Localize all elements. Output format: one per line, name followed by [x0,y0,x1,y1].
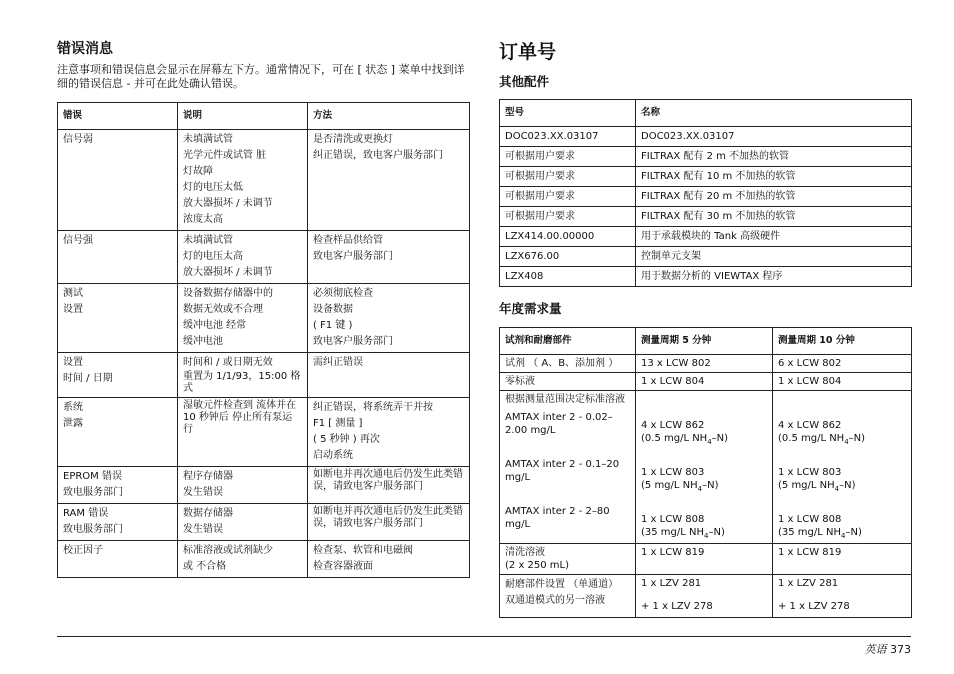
table-row [58,284,470,353]
subscript: 4 [707,438,712,446]
standard-qty: 1 x LCW 803 [641,467,705,478]
order-numbers-heading: 订单号 [499,41,557,63]
error-cell [58,284,178,353]
cell-line: 必须彻底检查 [313,288,373,299]
cell-line: 程序存储器 [183,471,233,482]
wear-parts-name [500,575,636,618]
table-row [500,391,912,544]
standard-conc: (0.5 mg/L NH [778,433,845,444]
standard-conc: (35 mg/L NH [778,527,842,538]
reagent-cycle-5: 13 x LCW 802 [636,355,773,373]
cell-line: 缓冲电池 经常 [183,320,247,331]
wear-parts-label: 耐磨部件设置 （单通道） [505,579,619,590]
description-cell [178,398,308,467]
cell-line: 发生错误 [183,524,223,535]
table-row [500,187,912,207]
table-row [500,355,912,373]
standard-range: AMTAX inter 2 - 2–80 mg/L [505,506,610,530]
error-messages-heading: 错误消息 [57,41,113,57]
standard-item [641,466,767,511]
annual-demand-heading: 年度需求量 [499,301,562,316]
cell-line: 如断电并再次通电后仍发生此类错误，请致电客户服务部门 [313,506,463,529]
annual-demand-table-header [500,328,912,355]
standard-unit: –N) [848,433,866,444]
subscript: 4 [697,485,703,493]
cell-line: 致电客户服务部门 [313,336,393,347]
reagent-name: 试剂 （ A、B、添加剂 ） [500,355,636,373]
description-cell [178,284,308,353]
cell-line: 浓度太高 [183,214,223,225]
cell-line: 检查容器液面 [313,561,373,572]
cell-line: 致电客户服务部门 [313,251,393,262]
cell-line: 纠正错误，将系统弄干并按 [313,402,433,413]
standard-qty: 1 x LCW 803 [778,467,842,478]
cell-line: 致电服务部门 [63,487,123,498]
zero-standard-cycle-10: 1 x LCW 804 [773,373,912,391]
standard-item [641,419,767,464]
cell-line: 灯故障 [183,166,213,177]
standard-qty: 4 x LCW 862 [778,420,842,431]
model-cell: LZX414.00.00000 [500,227,636,247]
cell-line: 致电服务部门 [63,524,123,535]
name-cell: FILTRAX 配有 2 m 不加热的软管 [636,147,912,167]
error-cell [58,541,178,578]
col-header-method: 方法 [308,103,470,130]
cell-line: 是否清洗或更换灯 [313,134,393,145]
model-cell: LZX408 [500,267,636,287]
cell-line: 校正因子 [63,545,103,556]
error-table [57,102,470,578]
cell-line: 放大器损坏 / 未调节 [183,267,273,278]
table-row [500,267,912,287]
wear-parts-qty: 1 x LZV 281 [778,578,839,589]
error-messages-section [57,38,469,578]
cell-line: 光学元件或试管 脏 [183,150,267,161]
cell-line: 数据无效或不合理 [183,304,263,315]
col-header-cycle-10: 测量周期 10 分钟 [773,328,912,355]
standards-cycle-10-cell [773,391,912,544]
wear-parts-dual: 双通道模式的另一溶液 [505,595,605,606]
standard-conc: (0.5 mg/L NH [641,433,708,444]
table-row [58,231,470,284]
name-cell: 用于数据分析的 VIEWTAX 程序 [636,267,912,287]
footer-language: 英语 [864,643,887,656]
zero-standard-name: 零标液 [500,373,636,391]
reagent-cycle-10: 6 x LCW 802 [773,355,912,373]
col-header-parts: 试剂和耐磨部件 [500,328,636,355]
error-cell [58,130,178,231]
cleaning-solution-label: 清洗溶液 [505,547,545,558]
method-cell [308,353,470,398]
cell-line: 或 不合格 [183,561,227,572]
model-cell: LZX676.00 [500,247,636,267]
page-footer [865,641,912,657]
annual-demand-table [499,327,912,618]
cell-line: 设置 [63,304,83,315]
cleaning-solution-cycle-10: 1 x LCW 819 [773,544,912,575]
table-row [500,167,912,187]
standard-unit: –N) [708,527,725,538]
cleaning-solution-name [500,544,636,575]
table-row [58,130,470,231]
error-messages-intro: 注意事项和错误信息会显示在屏幕左下方。通常情况下，可在 [ 状态 ] 菜单中找到详细的错误信息 - 并可在此处确认错误。 [57,63,465,90]
cell-line: 时间 / 日期 [63,373,113,384]
standard-unit: –N) [711,433,729,444]
name-cell: FILTRAX 配有 30 m 不加热的软管 [636,207,912,227]
wear-parts-extra: + 1 x LZV 278 [778,601,850,612]
model-cell: 可根据用户要求 [500,167,636,187]
description-cell [178,231,308,284]
col-header-cycle-5: 测量周期 5 分钟 [636,328,773,355]
name-cell: FILTRAX 配有 20 m 不加热的软管 [636,187,912,207]
cell-line: 检查泵、软管和电磁阀 [313,545,413,556]
table-row [500,227,912,247]
table-row [58,353,470,398]
cleaning-solution-cycle-5: 1 x LCW 819 [636,544,773,575]
cell-line: RAM 错误 [63,508,109,519]
table-row [500,147,912,167]
cell-line: 设备数据存储器中的 [183,288,273,299]
subscript: 4 [844,438,849,446]
cell-line: 数据存储器 [183,508,233,519]
description-cell [178,504,308,541]
cell-line: EPROM 错误 [63,471,122,482]
cell-line: 信号弱 [63,134,93,145]
method-cell [308,467,470,504]
standards-cycle-5-cell [636,391,773,544]
col-header-description: 说明 [178,103,308,130]
cell-line: 缓冲电池 [183,336,223,347]
subscript: 4 [704,532,709,540]
cell-line: 发生错误 [183,487,223,498]
description-cell [178,130,308,231]
col-header-name: 名称 [636,100,912,127]
error-cell [58,398,178,467]
standard-conc: (5 mg/L NH [778,480,835,491]
table-row [58,467,470,504]
method-cell [308,541,470,578]
standard-unit: –N) [702,480,719,491]
cell-line: 未填满试管 [183,235,233,246]
cell-line: 时间和 / 或日期无效 [183,357,273,368]
cell-line: 放大器损坏 / 未调节 [183,198,273,209]
table-row [500,207,912,227]
standard-unit: –N) [845,527,862,538]
cell-line: 重置为 1/1/93，15:00 格式 [183,371,301,394]
standard-qty: 1 x LCW 808 [778,514,842,525]
model-cell: 可根据用户要求 [500,187,636,207]
standard-conc: (35 mg/L NH [641,527,705,538]
name-cell: FILTRAX 配有 10 m 不加热的软管 [636,167,912,187]
cell-line: ( F1 键 ) [313,320,353,331]
standard-unit: –N) [839,480,856,491]
table-row [500,575,912,618]
standards-lead: 根据测量范围决定标准溶液 [505,394,625,405]
method-cell [308,504,470,541]
table-row [500,373,912,391]
cell-line: F1 [ 测量 ] [313,418,363,429]
table-row [58,541,470,578]
wear-parts-extra: + 1 x LZV 278 [641,601,713,612]
standard-item [778,513,906,539]
method-cell [308,398,470,467]
description-cell [178,541,308,578]
name-cell: 用于承载模块的 Tank 高级硬件 [636,227,912,247]
method-cell [308,284,470,353]
description-cell [178,353,308,398]
accessories-table-header [500,100,912,127]
order-numbers-section [499,38,911,618]
cell-line: 如断电并再次通电后仍发生此类错误，请致电客户服务部门 [313,469,463,492]
cell-line: 灯的电压太低 [183,182,243,193]
cell-line: 设备数据 [313,304,353,315]
accessories-table [499,99,912,287]
table-row [500,127,912,147]
standards-name-cell [500,391,636,544]
wear-parts-cycle-10 [773,575,912,618]
error-cell [58,504,178,541]
cell-line: 信号强 [63,235,93,246]
cell-line: 系统 [63,402,83,413]
subscript: 4 [841,532,846,540]
standard-range: AMTAX inter 2 - 0.02–2.00 mg/L [505,412,613,436]
cell-line: 检查样品供给管 [313,235,383,246]
description-cell [178,467,308,504]
accessories-heading: 其他配件 [499,74,550,89]
error-cell [58,353,178,398]
standard-item [778,466,906,511]
error-cell [58,231,178,284]
cell-line: 测试 [63,288,83,299]
standard-range: AMTAX inter 2 - 0.1–20 mg/L [505,459,620,483]
cell-line: 纠正错误，致电客户服务部门 [313,150,443,161]
cell-line: 启动系统 [313,450,353,461]
cell-line: ( 5 秒钟 ) 再次 [313,434,380,445]
standard-item [641,513,767,539]
cell-line: 泄露 [63,418,83,429]
method-cell [308,231,470,284]
subscript: 4 [834,485,840,493]
footer-divider [57,636,911,637]
col-header-error: 错误 [58,103,178,130]
cell-line: 标准溶液或试剂缺少 [183,545,273,556]
cell-line: 需纠正错误 [313,357,363,368]
col-header-model: 型号 [500,100,636,127]
cell-line: 设置 [63,357,83,368]
model-cell: DOC023.XX.03107 [500,127,636,147]
standard-conc: (5 mg/L NH [641,480,698,491]
zero-standard-cycle-5: 1 x LCW 804 [636,373,773,391]
table-row [500,247,912,267]
model-cell: 可根据用户要求 [500,147,636,167]
table-row [58,504,470,541]
standard-item [778,419,906,464]
cleaning-solution-volume: (2 x 250 mL) [505,560,570,571]
cell-line: 湿敏元件检查到 流体并在 10 秒钟后 停止所有泵运行 [183,400,297,435]
cell-line: 灯的电压太高 [183,251,243,262]
wear-parts-cycle-5 [636,575,773,618]
name-cell: 控制单元支架 [636,247,912,267]
error-cell [58,467,178,504]
table-row [58,398,470,467]
wear-parts-qty: 1 x LZV 281 [641,578,702,589]
method-cell [308,130,470,231]
standard-qty: 4 x LCW 862 [641,420,705,431]
error-table-header [58,103,470,130]
table-row [500,544,912,575]
cell-line: 未填满试管 [183,134,233,145]
standard-qty: 1 x LCW 808 [641,514,705,525]
page-number: 373 [890,643,911,656]
name-cell: DOC023.XX.03107 [636,127,912,147]
model-cell: 可根据用户要求 [500,207,636,227]
